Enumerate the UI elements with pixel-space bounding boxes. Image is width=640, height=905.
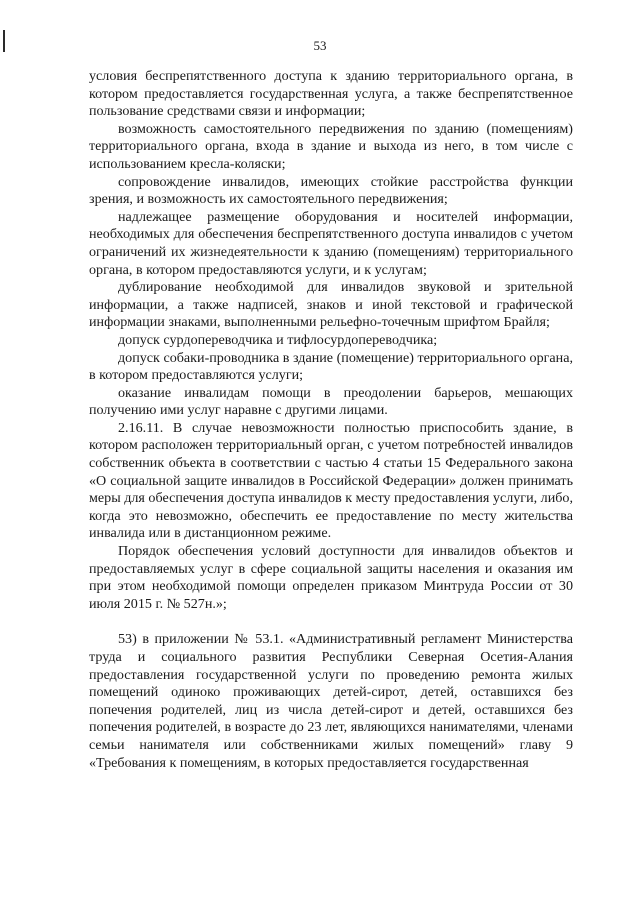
paragraph: допуск сурдопереводчика и тифлосурдопереводчика; [118,331,438,348]
paragraph: сопровождение инвалидов, имеющих стойкие расстройства функции зрения, и возможность их самостоятельного передвижения; [89,173,573,208]
paragraph: условия беспрепятственного доступа к зданию территориального органа, в котором предоставляется государственная услуга, а также беспрепятственное пользование средствами связи и информации; [89,68,573,120]
paragraph: оказание инвалидам помощи в преодолении барьеров, мешающих получению ими услуг наравне с другими лицами. [89,384,573,419]
paragraph: Порядок обеспечения условий доступности для инвалидов объектов и предоставляемых услуг в сфере социальной защиты населения и оказания им при этом необходимой помощи определен приказом Минтруда России от 30 июля 2015 г. № 527н.»; [89,543,573,612]
paragraph: возможность самостоятельного передвижения по зданию (помещениям) территориального органа, входа в здание и выхода из него, в том числе с использованием кресла-коляски; [89,120,573,172]
paragraph: 2.16.11. В случае невозможности полностью приспособить здание, в котором расположен территориальный орган, с учетом потребностей инвалидов собственник объекта в соответствии с частью 4 статьи 15 Федерального закона «О социальной защите инвалидов в Российской Федерации» должен принимать меры для обеспечения доступа инвалидов к месту предоставления услуги, либо, когда это невозможно, обеспечить ее предоставление по месту жительства инвалида или в дистанционном режиме. [89,419,573,542]
page-number: 53 [313,38,327,53]
paragraph: дублирование необходимой для инвалидов звуковой и зрительной информации, а также надписей, знаков и иной текстовой и графической информации знаками, выполненными рельефно-точечным шрифтом Брайля; [89,279,573,331]
paragraph: 53) в приложении № 53.1. «Административный регламент Министерства труда и социального развития Республики Северная Осетия-Алания предоставления государственной услуги по проведению ремонта жилых помещений одиноко проживающих детей-сирот, детей, оставшихся без попечения родителей, лиц из числа детей-сирот и детей, оставшихся без попечения родителей, в возрасте до 23 лет, являющихся нанимателями, членами семьи нанимателя или собственниками жилых помещений» главу 9 «Требования к помещениям, в которых предоставляется государственная [89,631,573,771]
paragraph: надлежащее размещение оборудования и носителей информации, необходимых для обеспечения беспрепятственного доступа инвалидов с учетом ограничений их жизнедеятельности к зданию (помещениям) территориального органа, в котором предоставляются услуги, и к услугам; [89,208,573,278]
document-body [89,68,573,772]
paragraph: допуск собаки-проводника в здание (помещение) территориального органа, в котором предоставляются услуги; [89,349,573,384]
